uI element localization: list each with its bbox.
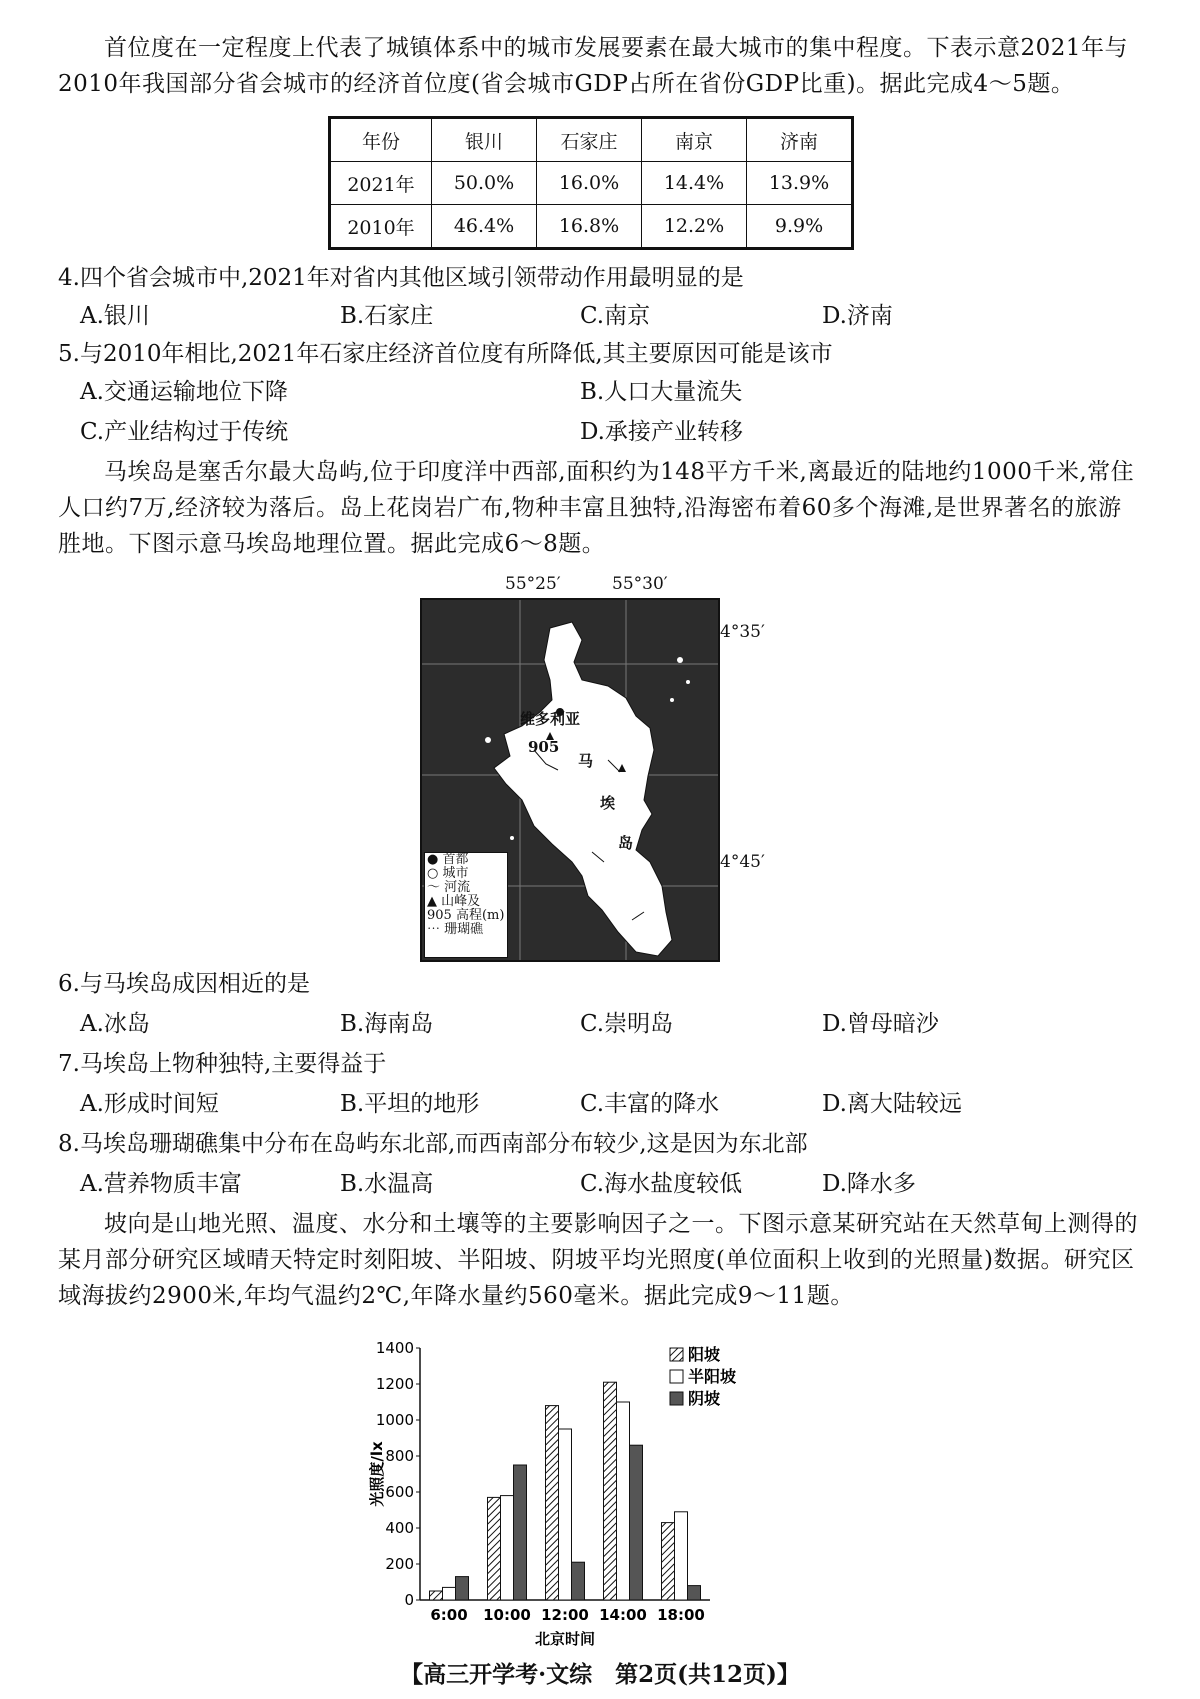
legend-item-capital: ● 首都 [427, 852, 469, 867]
question-6-option: B.海南岛 [340, 1011, 434, 1037]
question-6-option: D.曾母暗沙 [822, 1011, 939, 1037]
illuminance-bar-chart [370, 1330, 810, 1648]
question-7-option: B.平坦的地形 [340, 1091, 480, 1117]
table-header-cell: 石家庄 [537, 118, 642, 162]
map-latitude-label: 4°35′ [720, 622, 765, 642]
legend-item-river: ～ 河流 [427, 880, 471, 895]
legend-swatch [670, 1348, 683, 1361]
question-4-stem: 4.四个省会城市中,2021年对省内其他区域引领带动作用最明显的是 [58, 265, 744, 291]
table-cell: 50.0% [432, 162, 537, 205]
legend-swatch [670, 1370, 683, 1383]
y-tick-label: 1200 [375, 1375, 414, 1393]
page-footer: 【高三开学考·文综 第2页(共12页)】 [400, 1661, 800, 1688]
legend-item-peak: ▲ 山峰及 [427, 894, 481, 909]
question-5-option: C.产业结构过于传统 [80, 419, 289, 445]
y-tick-label: 1000 [375, 1411, 414, 1429]
table-cell: 2021年 [330, 162, 432, 205]
bar-shady-slope [688, 1586, 701, 1600]
legend-swatch [670, 1392, 683, 1405]
x-tick-label: 18:00 [657, 1606, 705, 1624]
table-header-cell: 银川 [432, 118, 537, 162]
question-5-option: D.承接产业转移 [580, 419, 743, 445]
question-6-stem: 6.与马埃岛成因相近的是 [58, 971, 310, 997]
table-row [330, 162, 853, 205]
y-tick-label: 200 [385, 1555, 414, 1573]
map-city-label: 维多利亚 [520, 710, 581, 728]
question-4-option: C.南京 [580, 303, 651, 329]
table-cell: 14.4% [642, 162, 747, 205]
question-8-option: C.海水盐度较低 [580, 1171, 743, 1197]
intro-paragraph-3: 坡向是山地光照、温度、水分和土壤等的主要影响因子之一。下图示意某研究站在天然草甸上测得的某月部分研究区域晴天特定时刻阳坡、半阳坡、阴坡平均光照度(单位面积上收到的光照量)数据。研究区域海拔约2900米,年均气温约2℃,年降水量约560毫米。据此完成9～11题。 [58, 1211, 1138, 1309]
y-tick-label: 800 [385, 1447, 414, 1465]
map-island-label: 埃 [600, 794, 616, 812]
question-5-stem: 5.与2010年相比,2021年石家庄经济首位度有所降低,其主要原因可能是该市 [58, 341, 833, 367]
mahe-island-shape [494, 622, 672, 956]
question-4-option: A.银川 [80, 303, 150, 329]
table-header-cell: 南京 [642, 118, 747, 162]
table-cell: 2010年 [330, 205, 432, 249]
question-4-option: B.石家庄 [340, 303, 434, 329]
y-tick-label: 400 [385, 1519, 414, 1537]
x-tick-label: 6:00 [430, 1606, 468, 1624]
x-tick-label: 14:00 [599, 1606, 647, 1624]
map-island-label: 马 [578, 752, 594, 770]
y-tick-label: 600 [385, 1483, 414, 1501]
bar-shady-slope [514, 1465, 527, 1600]
y-axis-label: 光照度/lx [368, 1441, 386, 1507]
question-7-option: D.离大陆较远 [822, 1091, 962, 1117]
bar-sunny-slope [488, 1497, 501, 1600]
bar-shady-slope [630, 1445, 643, 1600]
primacy-table [328, 116, 854, 250]
question-7-stem: 7.马埃岛上物种独特,主要得益于 [58, 1051, 387, 1077]
table-cell: 16.8% [537, 205, 642, 249]
question-5-option: B.人口大量流失 [580, 379, 743, 405]
x-tick-label: 10:00 [483, 1606, 531, 1624]
bar-semi-sunny-slope [501, 1496, 514, 1600]
question-8-stem: 8.马埃岛珊瑚礁集中分布在岛屿东北部,而西南部分布较少,这是因为东北部 [58, 1131, 808, 1157]
question-4-option: D.济南 [822, 303, 893, 329]
question-5-option: A.交通运输地位下降 [80, 379, 288, 405]
bar-sunny-slope [546, 1406, 559, 1600]
bar-sunny-slope [430, 1591, 443, 1600]
table-cell: 13.9% [747, 162, 853, 205]
question-8-option: B.水温高 [340, 1171, 434, 1197]
map-latitude-label: 4°45′ [720, 852, 765, 872]
bar-semi-sunny-slope [675, 1512, 688, 1600]
x-axis-label: 北京时间 [534, 1630, 596, 1648]
legend-label: 阳坡 [688, 1345, 721, 1364]
y-tick-label: 0 [404, 1591, 414, 1609]
bar-semi-sunny-slope [559, 1429, 572, 1600]
x-tick-label: 12:00 [541, 1606, 589, 1624]
table-header-cell: 济南 [747, 118, 853, 162]
intro-paragraph-1: 首位度在一定程度上代表了城镇体系中的城市发展要素在最大城市的集中程度。下表示意2021年与2010年我国部分省会城市的经济首位度(省会城市GDP占所在省份GDP比重)。据此完成4～5题。 [58, 35, 1129, 97]
map-longitude-label: 55°30′ [612, 574, 668, 594]
table-header-row [330, 118, 853, 162]
bar-shady-slope [456, 1577, 469, 1600]
question-6-option: C.崇明岛 [580, 1011, 674, 1037]
table-header-cell: 年份 [330, 118, 432, 162]
bar-shady-slope [572, 1562, 585, 1600]
legend-item-city: ○ 城市 [427, 866, 469, 881]
question-6-option: A.冰岛 [80, 1011, 150, 1037]
bar-semi-sunny-slope [443, 1587, 456, 1600]
bar-sunny-slope [662, 1523, 675, 1600]
map-peak-elevation: 905 [528, 738, 560, 756]
y-tick-label: 1400 [375, 1339, 414, 1357]
map-island-label: 岛 [618, 834, 634, 852]
mahe-island-map [420, 598, 720, 962]
legend-label: 半阳坡 [688, 1367, 737, 1386]
map-legend [424, 852, 508, 958]
intro-paragraph-2: 马埃岛是塞舌尔最大岛屿,位于印度洋中西部,面积约为148平方千米,离最近的陆地约1000千米,常住人口约7万,经济较为落后。岛上花岗岩广布,物种丰富且独特,沿海密布着60多个海滩,是世界著名的旅游胜地。下图示意马埃岛地理位置。据此完成6～8题。 [58, 459, 1135, 557]
table-cell: 12.2% [642, 205, 747, 249]
question-7-option: A.形成时间短 [80, 1091, 219, 1117]
table-cell: 46.4% [432, 205, 537, 249]
bar-semi-sunny-slope [617, 1402, 630, 1600]
legend-item-elevation: 905 高程(m) [427, 908, 505, 923]
question-7-option: C.丰富的降水 [580, 1091, 720, 1117]
map-longitude-label: 55°25′ [505, 574, 561, 594]
bar-sunny-slope [604, 1382, 617, 1600]
question-8-option: A.营养物质丰富 [80, 1171, 242, 1197]
table-row [330, 205, 853, 249]
table-cell: 16.0% [537, 162, 642, 205]
legend-item-coral: ⋯ 珊瑚礁 [427, 922, 484, 937]
table-cell: 9.9% [747, 205, 853, 249]
question-8-option: D.降水多 [822, 1171, 916, 1197]
legend-label: 阴坡 [688, 1389, 721, 1408]
